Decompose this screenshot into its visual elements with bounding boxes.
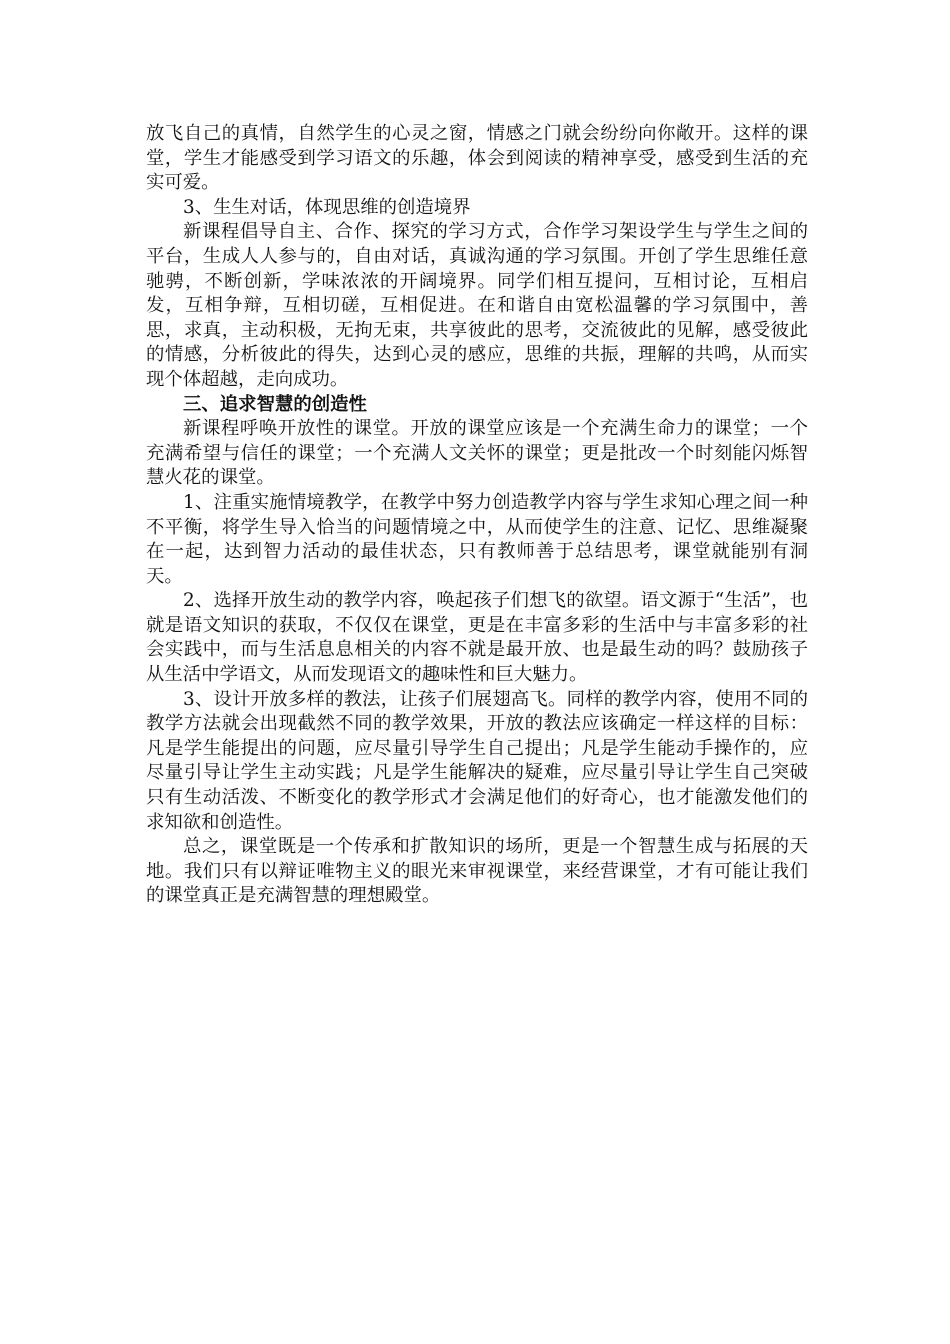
paragraph-point-2: 2、选择开放生动的教学内容，唤起孩子们想飞的欲望。语文源于“生活”，也就是语文知识的获取，不仅仅在课堂，更是在丰富多彩的生活中与丰富多彩的社会实践中，而与生活息息相关的内容不就是最开放、也是最生动的吗？鼓励孩子从生活中学语文，从而发现语文的趣味性和巨大魅力。 xyxy=(146,590,808,686)
paragraph-point-3: 3、设计开放多样的教法，让孩子们展翅高飞。同样的教学内容，使用不同的教学方法就会出现截然不同的教学效果，开放的教法应该确定一样这样的目标：凡是学生能提出的问题，应尽量引导学生自己提出；凡是学生能动手操作的，应尽量引导让学生主动实践；凡是学生能解决的疑难，应尽量引导让学生自己突破只有生动活泼、不断变化的教学形式才会满足他们的好奇心，也才能激发他们的求知欲和创造性。 xyxy=(146,688,808,833)
subheading-peer-dialogue: 3、生生对话，体现思维的创造境界 xyxy=(183,196,471,218)
paragraph-cooperative-learning: 新课程倡导自主、合作、探究的学习方式，合作学习架设学生与学生之间的平台，生成人人参与的，自由对话，真诚沟通的学习氛围。开创了学生思维任意驰骋，不断创新，学味浓浓的开阔境界。同学们相互提问，互相讨论，互相启发，互相争辩，互相切磋，互相促进。在和谐自由宽松温馨的学习氛围中，善思，求真，主动积极，无拘无束，共享彼此的思考，交流彼此的见解，感受彼此的情感，分析彼此的得失，达到心灵的感应，思维的共振，理解的共鸣，从而实现个体超越，走向成功。 xyxy=(146,221,808,390)
paragraph-open-classroom: 新课程呼唤开放性的课堂。开放的课堂应该是一个充满生命力的课堂；一个充满希望与信任的课堂；一个充满人文关怀的课堂；更是批改一个时刻能闪烁智慧火花的课堂。 xyxy=(146,418,808,489)
paragraph-continuation: 放飞自己的真情，自然学生的心灵之窗，情感之门就会纷纷向你敞开。这样的课堂，学生才能感受到学习语文的乐趣，体会到阅读的精神享受，感受到生活的充实可爱。 xyxy=(146,123,808,194)
section-heading-three: 三、追求智慧的创造性 xyxy=(183,393,367,415)
paragraph-point-1: 1、注重实施情境教学，在教学中努力创造教学内容与学生求知心理之间一种不平衡，将学生导入恰当的问题情境之中，从而使学生的注意、记忆、思维凝聚在一起，达到智力活动的最佳状态，只有教师善于总结思考，课堂就能别有洞天。 xyxy=(146,491,808,587)
document-page xyxy=(146,122,808,909)
paragraph-conclusion: 总之，课堂既是一个传承和扩散知识的场所，更是一个智慧生成与拓展的天地。我们只有以辩证唯物主义的眼光来审视课堂，来经营课堂，才有可能让我们的课堂真正是充满智慧的理想殿堂。 xyxy=(146,836,808,907)
